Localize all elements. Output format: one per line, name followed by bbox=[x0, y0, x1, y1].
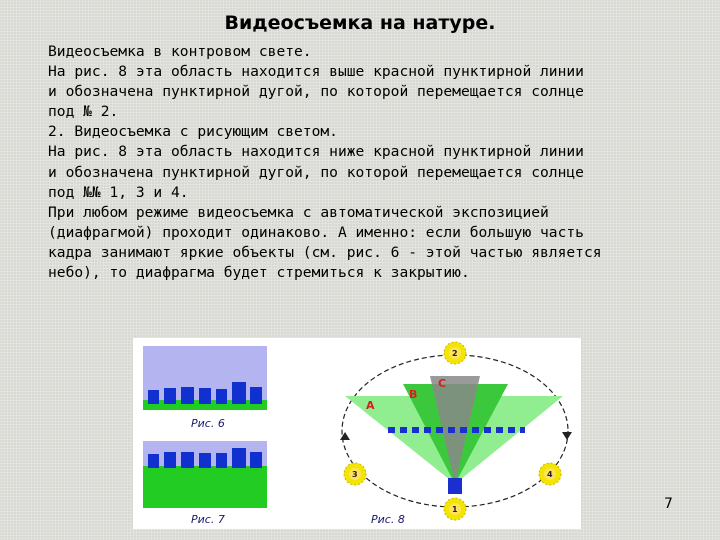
body-text bbox=[48, 42, 688, 283]
sun-icon-bottom bbox=[444, 498, 466, 520]
body-line: и обозначена пунктирной дугой, по которой перемещается солнце bbox=[48, 83, 584, 101]
camera-icon bbox=[448, 478, 462, 494]
body-line: под № 2. bbox=[48, 103, 119, 121]
figure-panel bbox=[133, 338, 581, 529]
body-line: (диафрагмой) проходит одинаково. А именно: если большую часть bbox=[48, 223, 584, 241]
figure-7 bbox=[143, 441, 267, 526]
zone-label-c: C bbox=[438, 377, 447, 390]
fig7-grass bbox=[143, 466, 267, 508]
body-line: На рис. 8 эта область находится выше красной пунктирной линии bbox=[48, 63, 584, 81]
body-line: под №№ 1, 3 и 4. bbox=[48, 183, 189, 201]
sun-icon-left bbox=[344, 463, 366, 485]
figure-6 bbox=[143, 346, 267, 430]
body-line: и обозначена пунктирной дугой, по которой перемещается солнце bbox=[48, 163, 584, 181]
body-line: При любом режиме видеосъемка с автоматической экспозицией bbox=[48, 203, 549, 221]
body-line: кадра занимают яркие объекты (см. рис. 6 - этой частью является bbox=[48, 243, 602, 261]
body-line: 2. Видеосъемка с рисующим светом. bbox=[48, 123, 338, 141]
page-number: 7 bbox=[664, 496, 673, 512]
sun-label-bottom: 1 bbox=[452, 505, 458, 514]
body-line: небо), то диафрагма будет стремиться к закрытию. bbox=[48, 264, 470, 282]
sun-icon-right bbox=[539, 463, 561, 485]
fig7-caption: Рис. 7 bbox=[191, 513, 225, 526]
sun-icon-top bbox=[444, 342, 466, 364]
fig6-caption: Рис. 6 bbox=[191, 417, 225, 430]
zone-label-a: A bbox=[366, 399, 375, 412]
slide-title: Видеосъемка на натуре. bbox=[224, 12, 496, 34]
body-line: Видеосъемка в контровом свете. bbox=[48, 43, 312, 60]
sun-label-top: 2 bbox=[452, 349, 458, 358]
figures-svg bbox=[133, 338, 581, 529]
arrow-down-icon bbox=[562, 432, 572, 440]
fig8-caption: Рис. 8 bbox=[371, 513, 405, 526]
figure-8 bbox=[340, 342, 572, 526]
sun-label-left: 3 bbox=[352, 470, 358, 479]
body-line: На рис. 8 эта область находится ниже красной пунктирной линии bbox=[48, 143, 584, 161]
zone-label-b: B bbox=[409, 388, 418, 401]
sun-label-right: 4 bbox=[547, 470, 553, 479]
